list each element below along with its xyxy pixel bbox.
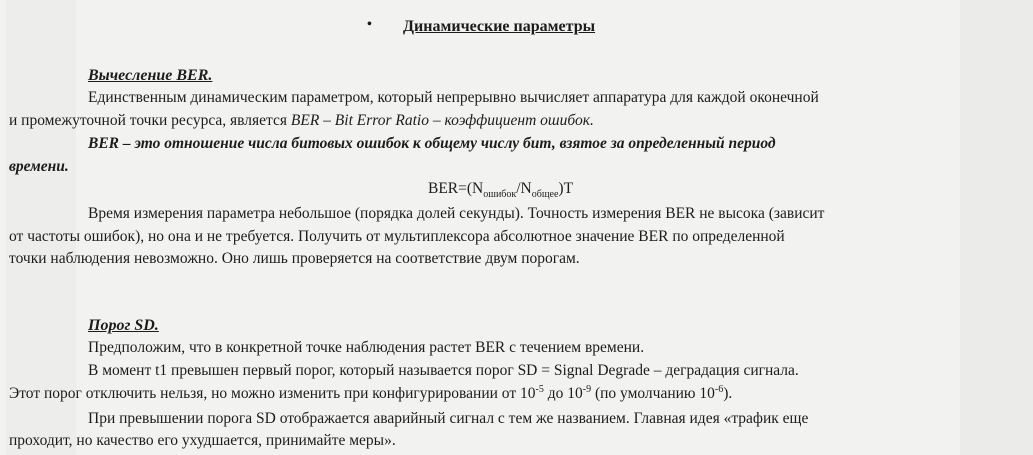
paragraph-text: и промежуточной точки ресурса, является	[9, 112, 291, 129]
section-heading-ber: Вычесление BER.	[88, 67, 213, 84]
paragraph-line: проходит, но качество его ухудшается, принимайте меры».	[9, 432, 396, 449]
paragraph-line	[9, 110, 594, 132]
paragraph-line: Предположим, что в конкретной точке наблюдения растет BER с течением времени.	[88, 339, 645, 356]
section-heading-sd: Порог SD.	[88, 317, 159, 334]
formula-part: /N	[516, 180, 532, 197]
formula-subscript: ошибок	[483, 189, 517, 201]
bleed-through-right	[960, 0, 1033, 455]
paragraph-text: (по умолчанию 10	[591, 385, 715, 402]
paragraph-text: Этот порог отключить нельзя, но можно изменить при конфигурировании от 10	[9, 385, 536, 402]
paragraph-line: Единственным динамическим параметром, который непрерывно вычисляет аппаратура для каждой оконечной	[88, 89, 819, 106]
paragraph-line: точки наблюдения невозможно. Оно лишь проверяется на соответствие двум порогам.	[9, 250, 580, 267]
ber-definition-end: времени.	[9, 158, 69, 175]
paragraph-line: от частоты ошибок), но она и не требуется. Получить от мультиплексора абсолютное значение BER по определенной	[9, 228, 785, 245]
ber-formula	[428, 180, 574, 201]
bullet-mark: •	[367, 17, 372, 32]
exponent: -5	[535, 383, 544, 395]
paragraph-text: ).	[723, 385, 733, 402]
formula-subscript: общее	[531, 189, 559, 201]
ber-definition: BER – это отношение числа битовых ошибок к общему числу бит, взятое за определенный период	[88, 135, 776, 152]
paragraph-line: Время измерения параметра небольшое (порядка долей секунды). Точность измерения BER не высока (зависит	[88, 205, 825, 222]
paragraph-line	[9, 383, 732, 405]
ber-term: BER – Bit Error Ratio – коэффициент ошибок.	[290, 112, 594, 129]
paragraph-text: до 10	[543, 385, 583, 402]
exponent: -9	[582, 383, 592, 395]
paragraph-line: В момент t1 превышен первый порог, который называется порог SD = Signal Degrade – деградация сигнала.	[88, 362, 799, 379]
paragraph-line: При превышении порога SD отображается аварийный сигнал с тем же названием. Главная идея «трафик еще	[88, 410, 809, 427]
exponent: -6	[714, 383, 724, 395]
formula-part: BER=(N	[428, 180, 484, 197]
page-title: Динамические параметры	[403, 18, 596, 35]
formula-part: )T	[558, 180, 574, 197]
